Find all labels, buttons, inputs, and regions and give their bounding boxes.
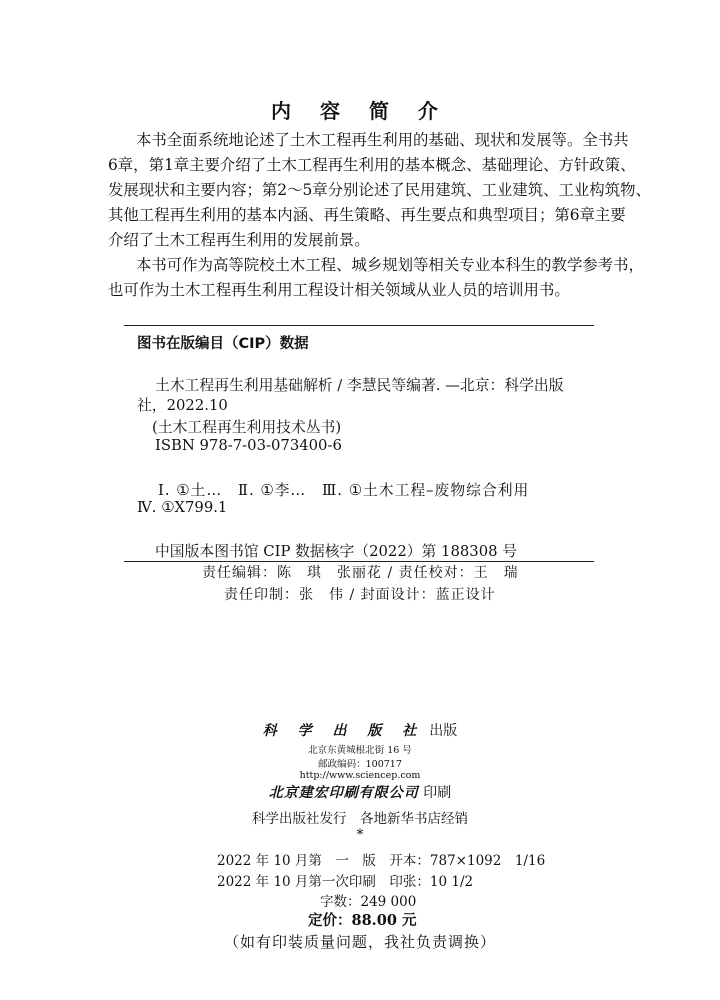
cip-line: Ⅰ. ①土… Ⅱ. ①李… Ⅲ. ①土木工程–废物综合利用	[158, 482, 530, 499]
publisher-address: 北京东黄城根北街 16 号	[308, 745, 412, 756]
printer-name: 北京建宏印刷有限公司	[268, 785, 419, 801]
publisher-name: 科 学 出 版 社	[262, 723, 425, 739]
cip-line: 社，2022.10	[137, 397, 228, 414]
editor-line: 责任印制：张 伟 / 封面设计：蓝正设计	[224, 587, 496, 603]
publisher-postcode: 邮政编码：100717	[318, 759, 402, 770]
summary-line: 发展现状和主要内容；第2～5章分别论述了民用建筑、工业建筑、工业构筑物、	[108, 181, 651, 199]
cip-line: ISBN 978-7-03-073400-6	[155, 437, 342, 454]
publisher-website: http://www.sciencep.com	[299, 770, 421, 781]
summary-line: 本书全面系统地论述了土木工程再生利用的基础、现状和发展等。全书共	[136, 131, 629, 149]
summary-line: 本书可作为高等院校土木工程、城乡规划等相关专业本科生的教学参考书，	[136, 256, 644, 274]
summary-line: 介绍了土木工程再生利用的发展前景。	[108, 231, 370, 249]
summary-line: 6章，第1章主要介绍了土木工程再生利用的基本概念、基础理论、方针政策、	[108, 156, 636, 174]
printer-suffix: 印刷	[423, 785, 452, 801]
cip-line: Ⅳ. ①X799.1	[137, 499, 228, 516]
cip-heading: 图书在版编目（CIP）数据	[137, 336, 309, 352]
price: 定价：88.00 元	[308, 912, 417, 929]
cip-line: (土木工程再生利用技术丛书)	[152, 419, 342, 436]
cip-line: 土木工程再生利用基础解析 / 李慧民等编著. —北京：科学出版	[155, 377, 564, 394]
distribution-line: 科学出版社发行 各地新华书店经销	[252, 811, 468, 827]
cip-top-rule	[124, 325, 594, 326]
page-title: 内 容 简 介	[271, 99, 449, 123]
quality-notice: （如有印装质量问题，我社负责调换）	[223, 933, 496, 951]
publisher-suffix: 出版	[429, 723, 458, 739]
summary-line: 也可作为土木工程再生利用工程设计相关领域从业人员的培训用书。	[108, 281, 570, 299]
word-count: 字数：249 000	[320, 894, 417, 910]
summary-line: 其他工程再生利用的基本内涵、再生策略、再生要点和典型项目；第6章主要	[108, 206, 626, 224]
printer-line	[0, 782, 720, 802]
divider-star: *	[356, 827, 364, 843]
editor-line: 责任编辑：陈 琪 张丽花 / 责任校对：王 瑞	[202, 565, 519, 581]
publisher-line	[0, 720, 720, 740]
cip-record: 中国版本图书馆 CIP 数据核字（2022）第 188308 号	[155, 543, 518, 560]
printing-line: 2022 年 10 月第一次印刷 印张：10 1/2	[217, 874, 474, 890]
edition-line: 2022 年 10 月第 一 版 开本：787×1092 1/16	[217, 853, 546, 869]
